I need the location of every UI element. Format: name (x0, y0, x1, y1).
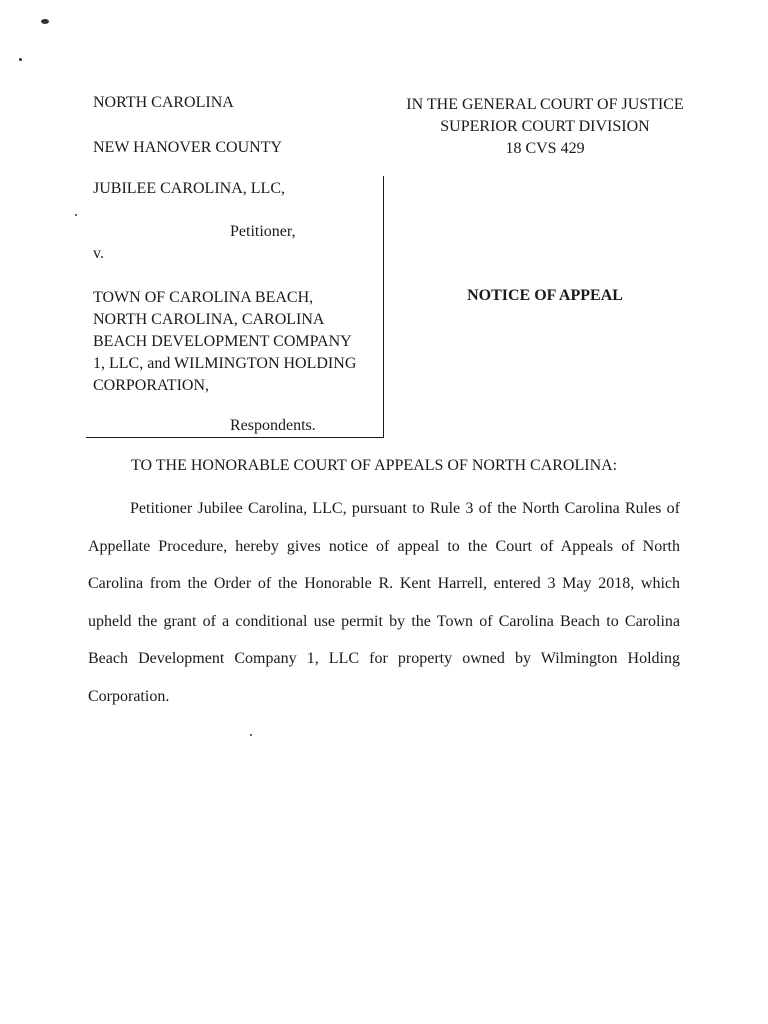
document-title: NOTICE OF APPEAL (467, 287, 623, 304)
respondent-line: CORPORATION, (93, 377, 210, 394)
versus-label: v. (93, 245, 104, 262)
court-division: SUPERIOR COURT DIVISION (440, 118, 650, 135)
respondent-line: TOWN OF CAROLINA BEACH, (93, 289, 314, 306)
scan-artifact (41, 19, 49, 24)
respondent-line: NORTH CAROLINA, CAROLINA (93, 311, 325, 328)
petitioner-role: Petitioner, (230, 223, 296, 240)
respondent-line: 1, LLC, and WILMINGTON HOLDING (93, 355, 357, 372)
case-number: 18 CVS 429 (505, 140, 585, 157)
body-paragraph: Petitioner Jubilee Carolina, LLC, pursuant to Rule 3 of the North Carolina Rules of Appellate Procedure, hereby gives notice of appeal to the Court of Appeals of North Carolina from the Order of the Honorable R. Kent Harrell, entered 3 May 2018, which upheld the grant of a conditional use permit by the Town of Carolina Beach to Carolina Beach Development Company 1, LLC for property owned by Wilmington Holding Corporation. (88, 500, 680, 705)
caption-county: NEW HANOVER COUNTY (93, 139, 283, 156)
salutation: TO THE HONORABLE COURT OF APPEALS OF NORTH CAROLINA: (131, 457, 618, 474)
respondent-names (93, 287, 383, 397)
scan-artifact (250, 734, 252, 736)
caption-divider-horizontal (86, 437, 384, 438)
petitioner-name: JUBILEE CAROLINA, LLC, (93, 180, 285, 197)
respondent-line: BEACH DEVELOPMENT COMPANY (93, 333, 352, 350)
court-heading (386, 94, 704, 160)
respondent-role: Respondents. (230, 417, 316, 434)
scan-artifact (75, 214, 77, 216)
court-name: IN THE GENERAL COURT OF JUSTICE (406, 96, 684, 113)
caption-state: NORTH CAROLINA (93, 94, 234, 111)
scan-artifact (19, 58, 22, 61)
caption-divider-vertical (383, 176, 384, 438)
